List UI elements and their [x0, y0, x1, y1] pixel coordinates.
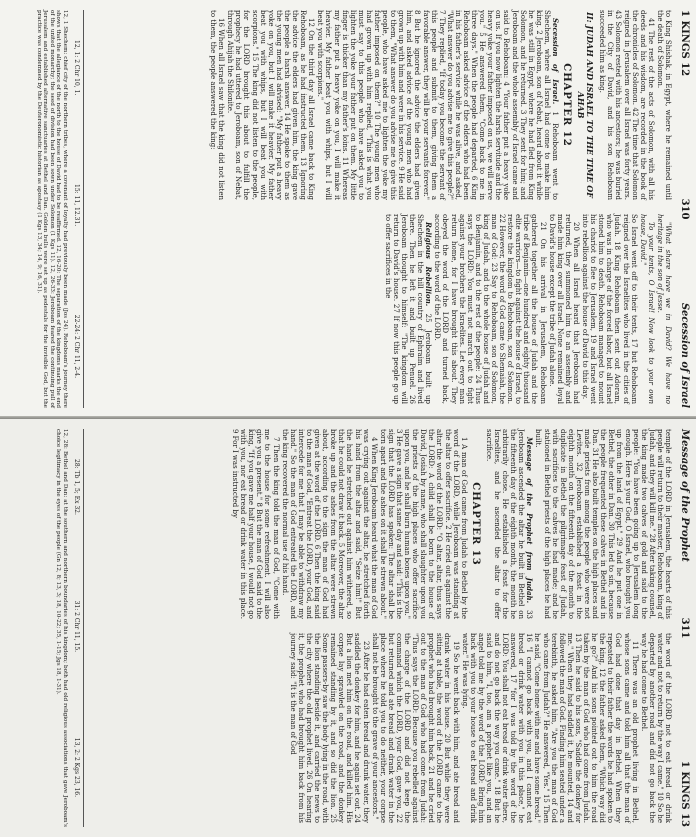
- right-cross-references: [73, 429, 80, 827]
- paragraph: 4 When King Jeroboam heard what the man of God was crying out against the altar, he stretched forth his hand from the altar and said, "Seize him!" But the hand he stretched out against him withered, so that he could not draw it back. 5 Moreover, the altar broke up and the ashes from the altar were strewn about, according to the sign the man of God had given at the word of the LORD. 6 Then the king said to the man of God, "Entreat the LORD, your God, and intercede for me that I may be able to withdraw my hand." So the man of God entreated the LORD, and the king recovered the normal use of his hand.: [280, 429, 378, 619]
- subheading: Message of the Prophet from Judah.: [525, 437, 535, 604]
- left-page-header: [676, 10, 690, 408]
- paragraph: the word of the LORD not to eat bread or drink water and not to return by the way I came." 10 So he departed by another road and did not go back the way he had come to Bethel.: [639, 633, 672, 823]
- chapter-heading: CHAPTER 12: [561, 63, 573, 147]
- paragraph: 19 So he went back with him, and ate bread and drank water in his house. 20 But while they were sitting at table, the word of the LORD came to the prophet who had brought him back, 21 and he cried out to the man of God who had come from Judah: "Thus says the LORD: Because you rebelled against the charge of the LORD and did not keep the command which the LORD, your God, gave you, 22 but returned and ate bread and drank water in the place where he told you to do neither, your corpse shall not be brought to the grave of your ancestors.": [370, 633, 460, 823]
- paragraph: 1 A man of God came from Judah to Bethel by the word of the LORD, while Jeroboam was standing at the altar to offer sacrifice. 2 He cried out against the altar the word of the LORD: "O altar, altar, thus says the LORD: A child shall be born to the house of David, Josiah by name, who shall slaughter upon you the priests of the high places who offer sacrifice upon you, and he shall burn human bones upon you." 3 He gave a sign that same day and said: "This is the sign that the LORD has spoken: The altar shall be torn apart and the ashes on it shall be strewn about.": [378, 429, 468, 619]
- paragraph: 21 On his arrival in Jerusalem, Rehoboam gathered together all the house of Judah and the tribe of Benjamin—one hundred and eighty thousand elite warriors—to fight against the house of Israel, to restore the kingdom to Rehoboam, son of Solomon. 22 However, the word of God came to Shemaiah, the man of God: 23 Say to Rehoboam, son of Solomon, king of Judah, and to the whole house of Judah and to Benjamin, and to the rest of the people: 24 Thus says the LORD: You must not march out to fight against your brothers the Israelites. Let every man return home, for I have brought this about. They obeyed the word of the LORD and turned back, according to the word of the LORD.: [433, 214, 547, 404]
- left-column-2: [383, 214, 672, 404]
- poem-line: "What share have we in David? We have no heritage in the son of Jesse.: [655, 214, 672, 404]
- left-page: [0, 0, 696, 418]
- paragraph: 33 Jeroboam ascended the altar he built in Bethel on the fifteenth day of the eighth month, the month he arbitrarily chose. He established a feast for the Israelites, and he ascended the altar to offer sacrifice.: [484, 429, 534, 619]
- right-running-head: 1 KINGS 13: [679, 760, 690, 827]
- footnote-rule: [83, 10, 84, 408]
- cross-ref: 28: Tb 1, 5; Ex 32.: [73, 459, 80, 515]
- right-column-1: [230, 429, 672, 619]
- cross-ref: 22-24: 2 Chr 11, 2-4.: [73, 314, 80, 378]
- paragraph: So Israel went off to their tents, 17 but Rehoboam reigned over the Israelites who lived in the cities of Judah. 18 King Rehoboam then sent out Adoram, who was in charge of the forced labor, but all Israel stoned him to death. Rehoboam managed to mount his chariot to flee to Jerusalem, 19 and Israel went into rebellion against the house of David to this day.: [581, 214, 638, 404]
- cross-ref: 13, 2: 2 Kgs 23, 16.: [73, 737, 80, 797]
- right-footnote: 12, 28: Bethel and Dan: at the southern and northern boundaries of his kingdom; both had old religious associations that gave Jeroboam's choice legitimacy in the eyes of the people (Gn 12, 8; 13, 3; 18, 10-22; 35, 1-15; Jgs 18, 1-31).: [55, 429, 68, 827]
- paragraph: 7 Then the king told the man of God, "Come with me to the house for some refreshment. I will also give you a present." 8 But the man of God said to the king, "If you gave me half your house, I would not go with you, nor eat bread or drink water in this place. 9 For I was instructed by: [231, 429, 280, 619]
- paragraph: 16 When all Israel saw that the king did not listen to them, the people answered the king:: [209, 10, 226, 200]
- left-running-head: 1 KINGS 12: [679, 10, 690, 77]
- left-footnote: 12, 1 Shechem: chief city of the northern tribes, where a covenant of loyalty had previously been made (Jos 24). Rehoboam's journey there shows that the allegiance of the north to the house of David had to be reaffirmed. 12, 16-20: The separation of the kingdoms marks the end of the united monarchy; the seed of division had been sown under Solomon (1 Kgs 11). 12, 26-33: Jeroboam feared the continuing pull of Jerusalem and established alternative sanctuaries at Bethel and Dan. Golden bulls were set up as pedestals for the invisible God, but the practice was condemned by the Deuteronomistic historian as apostasy (1 Kgs 13, 34; 14, 9; 16, 31).: [35, 10, 68, 408]
- paragraph: 11 There was an old prophet living in Bethel, whose sons came and told him all that the man of God had done that day in Bethel. When they repeated to their father the words he had spoken to the king, 12 the father asked them, "Which way did he go?" And his sons pointed out to him the road taken by the man of God who had come from Judah. 13 Then he said to his sons, "Saddle the donkey for me." When they had saddled it, he mounted, 14 and followed the man of God. Finding him seated under a terebinth, he asked him, "Are you the man of God who came from Judah?" He answered, "Yes." 15 Then he said, "Come home with me and have some bread." 16 "I cannot go back with you, and I cannot eat bread or drink water with you in this place," he answered, 17 "for I was told by the word of the LORD: You shall not eat bread or drink water there, and do not go back the way you came." 18 But he said to him, "I, too, am a prophet like you, and an angel told me by the word of the LORD: Bring him back with you to your house to eat bread and drink water." He was lying.: [460, 633, 639, 823]
- subheading: Religious Rebellion.: [424, 222, 434, 307]
- cross-ref: 15: 11, 12.31.: [73, 184, 80, 227]
- left-page-number: 310: [679, 198, 690, 220]
- right-page: [0, 419, 696, 837]
- left-column-1: [208, 10, 672, 200]
- poem-line: To your tents, O Israel! Now look to your own house, David.": [638, 214, 655, 404]
- left-section-title: Secession of Israel: [679, 302, 690, 408]
- subheading: Secession of Israel.: [551, 18, 561, 105]
- right-page-number: 311: [679, 617, 690, 639]
- paragraph: 12 On the third day all Israel came back to King Rehoboam, as he had instructed them. 13 Ignoring the advice the elders had given him, the king gave the people a harsh answer. 14 He spoke to them as the young men had advised: "My father put a heavy yoke on you, but I will make it heavier. My father beat you with whips, but I will beat you with scorpions." 15 The king did not listen to the people, for the LORD brought this about to fulfill the prophecy he had uttered to Jeroboam, son of Nebat, through Ahijah the Shilonite.: [226, 10, 316, 200]
- paragraph: 23 After he had eaten bread and drunk water, they saddled the donkey for him, and he again set out. 24 But a lion met him on the road, and killed him. His corpse lay sprawled on the road, and the donkey remained standing by it, and so did the lion. 25 Some passers-by saw the body lying in the road, with the lion standing beside it, and carried the news to the city where the old prophet lived. 26 On hearing it, the prophet who had brought him back from his journey said: "It is the man of God: [288, 633, 370, 823]
- chapter-heading: CHAPTER 13: [469, 482, 481, 566]
- paragraph: temple of the LORD in Jerusalem, the hearts of this people will return to their master, Rehoboam, king of Judah, and they will kill me." 28 After taking counsel, the king made two calves of gold and said to the people: "You have been going up to Jerusalem long enough. Here is your God, O Israel, who brought you up from the land of Egypt." 29 And he put one in Bethel, the other in Dan. 30 This led to sin, because the people frequented these calves in Bethel and in Dan. 31 He also built temples on the high places and made priests from among the people who were not Levites. 32 Jeroboam established a feast in the eighth month on the fifteenth day of the month to duplicate in Bethel the pilgrimage feast of Judah, with sacrifices to the calves he had made; and he stationed in Bethel priests of the high places he had built.: [534, 429, 672, 619]
- right-page-header: [676, 429, 690, 827]
- paragraph: 20 When all Israel heard that Jeroboam had returned, they summoned him to an assembly and made him king over all Israel. None remained loyal to David's house except the tribe of Judah alone.: [547, 214, 580, 404]
- right-column-2: [288, 633, 672, 823]
- cross-ref: 31: 2 Chr 11, 15.: [73, 600, 80, 653]
- paragraph: 41 The rest of the acts of Solomon, with all his deeds and his wisdom, are recorded in the book of the chronicles of Solomon. 42 The time that Solomon reigned in Jerusalem over all Israel was forty years. 43 Solomon rested with his ancestors; he was buried in the City of David, and his son Rehoboam succeeded him as king.: [598, 10, 655, 200]
- footnote-rule: [83, 429, 84, 827]
- paragraph: to King Shishak, in Egypt, where he remained until the death of Solomon.: [655, 10, 672, 200]
- section-heading: II: JUDAH AND ISRAEL TO THE TIME OF AHAB: [576, 12, 596, 198]
- right-section-title: Message of the Prophet: [679, 429, 690, 562]
- paragraph: 25 Jeroboam built up Shechem in the hill country of Ephraim and lived there. Then he left it and built up Penuel. 26 Jeroboam thought to himself: "The kingdom will return to David's house. 27 If now this people go up to offer sacrifices in the: [383, 214, 433, 404]
- cross-ref: 12, 1: 2 Chr 10, 1.: [73, 40, 80, 96]
- left-cross-references: [73, 10, 80, 408]
- paragraph: 1 Rehoboam went to Shechem, where all Israel had come to make him king. 2 Jeroboam, son of Nebat, heard about it while he was still in Egypt, where he had fled from King Solomon, and he returned. 3 They sent for him; and Jeroboam and the whole assembly of Israel came and said to Rehoboam: 4 "Your father put a heavy yoke on us. If you now lighten the harsh servitude and the heavy yoke your father imposed on us, we will serve you." 5 He answered them, "Come back to me in three days." When the people had departed, 6 King Rehoboam asked advice of the elders who had been in his father's service while he was alive, and asked, "What answer do you advise me to give this people?" 7 They replied, "If today you become the servant of this people and submit to them, giving them a favorable answer, they will be your servants forever." 8 But he ignored the advice the elders had given him, and asked advice of the young men who had grown up with him and were in his service. 9 He said to them, "What answer do you advise me to give this people, who have asked me to lighten the yoke my father imposed on them?" 10 The young men who had grown up with him replied, "This is what you must say to this people who have asked you to lighten the yoke your father put on them. My little finger is thicker than my father's loins. 11 Whereas my father put a heavy yoke on you, I will make it heavier. My father beat you with whips, but I will beat you with scorpions.": [316, 10, 560, 200]
